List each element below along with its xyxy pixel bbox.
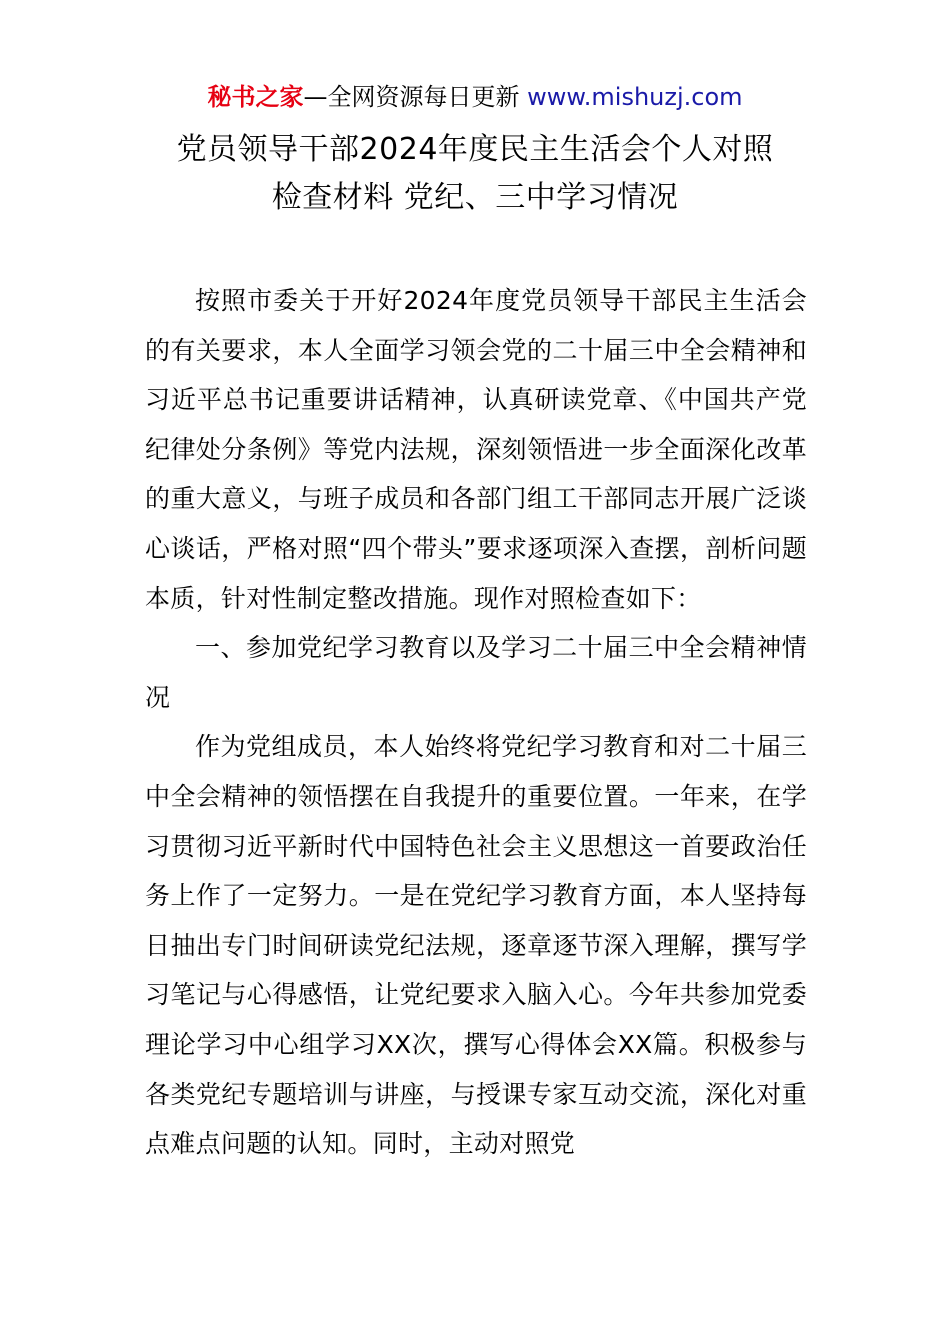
intro-paragraph: 按照市委关于开好2024年度党员领导干部民主生活会的有关要求，本人全面学习领会党的二十届三中全会精神和习近平总书记重要讲话精神，认真研读党章、《中国共产党纪律处分条例》等党内法规，深刻领悟进一步全面深化改革的重大意义，与班子成员和各部门组工干部同志开展广泛谈心谈话，严格对照“四个带头”要求逐项深入查摆，剖析问题本质，针对性制定整改措施。现作对照检查如下： [145, 286, 807, 613]
site-header [0, 80, 950, 114]
brand-name: 秘书之家 [207, 83, 304, 111]
site-url-link[interactable]: www.mishuzj.com [527, 83, 743, 111]
section-1-paragraph: 作为党组成员，本人始终将党纪学习教育和对二十届三中全会精神的领悟摆在自我提升的重要位置。一年来，在学习贯彻习近平新时代中国特色社会主义思想这一首要政治任务上作了一定努力。一是在党纪学习教育方面，本人坚持每日抽出专门时间研读党纪法规，逐章逐节深入理解，撰写学习笔记与心得感悟，让党纪要求入脑入心。今年共参加党委理论学习中心组学习XX次，撰写心得体会XX篇。积极参与各类党纪专题培训与讲座，与授课专家互动交流，深化对重点难点问题的认知。同时，主动对照党 [145, 732, 807, 1159]
section-heading-1: 一、参加党纪学习教育以及学习二十届三中全会精神情况 [145, 633, 807, 712]
document-body [145, 276, 807, 1169]
title-line-1: 党员领导干部2024年度民主生活会个人对照 [176, 132, 774, 167]
document-title [95, 126, 855, 222]
title-line-2: 检查材料 党纪、三中学习情况 [271, 180, 679, 215]
header-tagline: —全网资源每日更新 [303, 83, 528, 111]
